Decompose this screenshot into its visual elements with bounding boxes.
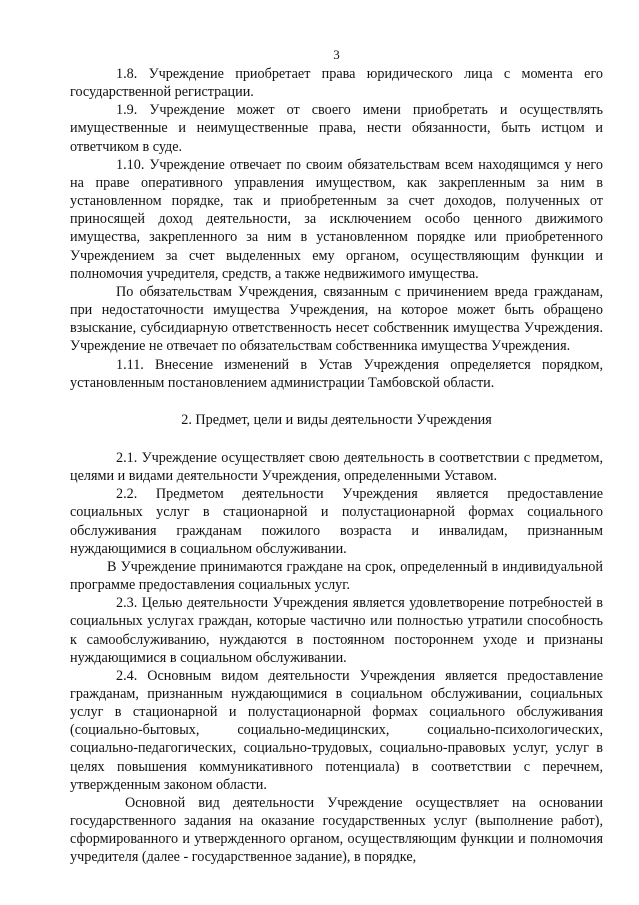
page-number: 3 (333, 47, 340, 62)
clause-1-10: 1.10. Учреждение отвечает по своим обязательствам всем находящимся у него на праве оперативного управления имуществом, как закрепленным за ним в установленном порядке, так и приобретенным за счет доходов, полученных от приносящей доход деятельности, за исключением особо ценного движимого имущества, закрепленного за ним в установленном порядке или приобретенного Учреждением за счет выделенных ему органом, осуществляющим функции и полномочия учредителя, средств, а также недвижимого имущества. (70, 156, 603, 282)
document-page (70, 48, 603, 867)
clause-1-8: 1.8. Учреждение приобретает права юридического лица с момента его государственной регистрации. (70, 66, 603, 101)
clause-2-2: 2.2. Предметом деятельности Учреждения является предоставление социальных услуг в стационарной и полустационарной формах социального обслуживания гражданам пожилого возраста и инвалидам, признанным нуждающимися в социальном обслуживании. (70, 486, 603, 557)
clause-2-3: 2.3. Целью деятельности Учреждения является удовлетворение потребностей в социальных услугах граждан, которые частично или полностью утратили способность к самообслуживанию, нуждаются в постоянном постороннем уходе и признаны нуждающимися в социальном обслуживании. (70, 595, 603, 666)
admission-paragraph: В Учреждение принимаются граждане на срок, определенный в индивидуальной программе предоставления социальных услуг. (70, 558, 603, 594)
clause-1-11: 1.11. Внесение изменений в Устав Учреждения определяется порядком, установленным постановлением администрации Тамбовской области. (70, 356, 603, 391)
clause-2-4: 2.4. Основным видом деятельности Учреждения является предоставление гражданам, признанным нуждающимися в социальном обслуживании, социальных услуг в стационарной и полустационарной формах социального обслуживания (социально-бытовых, социально-медицинских, социально-психологических, социально-педагогических, социально-трудовых, социально-правовых услуг, услуг в целях повышения коммуникативного потенциала) в соответствии с перечнем, утвержденным законом области. (70, 667, 603, 793)
clause-2-1: 2.1. Учреждение осуществляет свою деятельность в соответствии с предметом, целями и видами деятельности Учреждения, определенными Уставом. (70, 449, 603, 485)
liability-paragraph: По обязательствам Учреждения, связанным с причинением вреда гражданам, при недостаточности имущества Учреждения, на которое может быть обращено взыскание, субсидиарную ответственность несет собственник имущества Учреждения. Учреждение не отвечает по обязательствам собственника имущества Учреждения. (70, 283, 603, 355)
section-heading: 2. Предмет, цели и виды деятельности Учреждения (181, 411, 492, 428)
main-activity-paragraph: Основной вид деятельности Учреждение осуществляет на основании государственного задания на оказание государственных услуг (выполнение работ), сформированного и утвержденного органом, осуществляющим функции и полномочия учредителя (далее - государственное задание), в порядке, (70, 794, 603, 866)
clause-1-9: 1.9. Учреждение может от своего имени приобретать и осуществлять имущественные и неимущественные права, нести обязанности, быть истцом и ответчиком в суде. (70, 102, 603, 155)
